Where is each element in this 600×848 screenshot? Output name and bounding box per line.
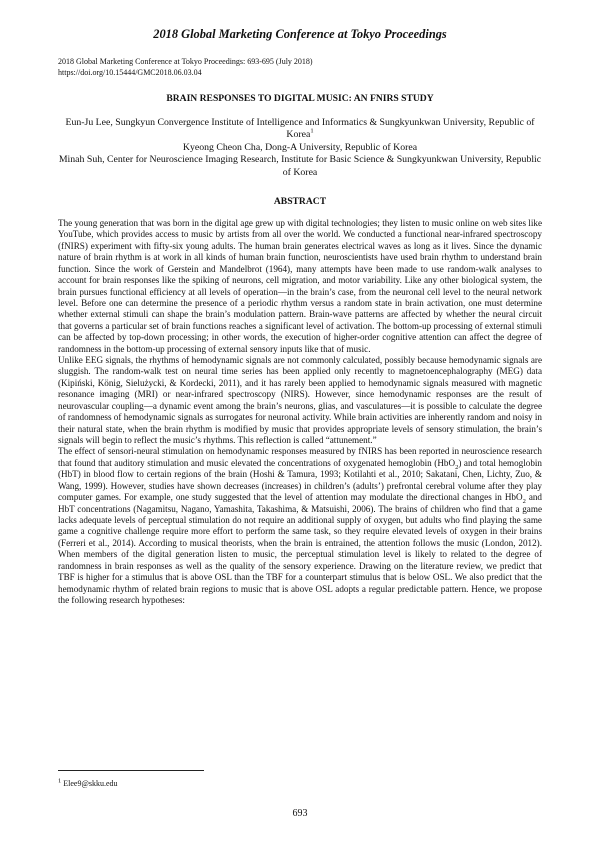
paper-title: BRAIN RESPONSES TO DIGITAL MUSIC: AN FNIRS STUDY: [166, 93, 434, 104]
footnote-email[interactable]: Elee9@skku.edu: [63, 779, 118, 788]
abstract-heading: ABSTRACT: [273, 196, 327, 207]
author-affiliation: [58, 154, 542, 179]
subscript: 2: [522, 497, 526, 505]
author-text: Eun-Ju Lee, Sungkyun Convergence Institute of Intelligence and Informatics & Sungkyunkwan University, Republic of Korea: [65, 117, 535, 141]
subscript: 2: [455, 463, 459, 471]
footnote-mark[interactable]: 1: [310, 128, 314, 136]
abstract-paragraph: Unlike EEG signals, the rhythms of hemodynamic signals are not commonly calculated, possibly because hemodynamic signals are sluggish. The random-walk test on neural time series has been applied only recently to magnetoencephalography (MEG) data (Kipiński, König, Sielużycki, & Kordecki, 2011), and it has rarely been applied to hemodynamic signals measured with magnetic resonance imaging (MRI) or near-infrared spectroscopy (NIRS). However, since hemodynamic responses are the result of neurovascular coupling—a dynamic event among the brain’s neurons, glias, and vasculatures—it is possible to calculate the degree of randomness of hemodynamic signals as surrogates for neuronal activity. While brain activities are inherently random and noisy in their natural state, when the brain rhythm is modified by music that provides appropriate levels of sensory stimulation, the brain’s signals will begin to reflect the music’s rhythms. This reflection is called “attunement.”: [58, 355, 542, 446]
footnote-mark: 1: [58, 777, 62, 785]
paragraph-text: ) and total hemoglobin (HbT) in blood flow to certain regions of the brain (Hoshi & Tamura, 1993; Kotilahti et al., 2010; Sakatani, Chen, Lichty, Zuo, & Wang, 1999). However, studies have shown decreases (increases) in children’s (adults’) prefrontal cerebral volume after they play computer games. For example, one study suggested that the level of attention may modulate the directional changes in HbO: [58, 457, 542, 503]
doi-link[interactable]: https://doi.org/10.15444/GMC2018.06.03.04: [58, 68, 202, 77]
author-text: Minah Suh, Center for Neuroscience Imaging Research, Institute for Basic Science & Sungkyunkwan University, Republic of Korea: [58, 154, 542, 178]
footnote: [58, 779, 118, 788]
citation-line: 2018 Global Marketing Conference at Tokyo Proceedings: 693-695 (July 2018): [58, 57, 313, 66]
paragraph-text: and HbT concentrations (Nagamitsu, Nagano, Yamashita, Takashima, & Matsuishi, 2006). The brains of children who find that a game lacks adequate levels of perceptual stimulation do not require an additional supply of oxygen, but adults who find playing the same game a cognitive challenge require more effort to perform the same task, so they require elevated levels of oxygen in their brains (Ferreri et al., 2014). According to musical theorists, when the brain is entrained, the attention follows the music (London, 2012). When members of the digital generation listen to music, the perceptual stimulation level is likely to related to the degree of randomness in brain responses as well as the quality of the sensory experience. Drawing on the literature review, we predict that TBF is higher for a stimulus that is above OSL than the TBF for a counterpart stimulus that is below OSL. We also predict that the hemodynamic rhythm of related brain regions to music that is above OSL adopts a regular predictable pattern. Hence, we propose the following research hypotheses:: [58, 492, 542, 605]
abstract-paragraph: [58, 446, 542, 606]
citation-block: [58, 56, 542, 78]
footnote-divider: [58, 770, 204, 771]
abstract-body: [58, 218, 542, 606]
author-affiliation: [58, 117, 542, 142]
page-number: 693: [292, 808, 308, 819]
author-list: [58, 117, 542, 179]
abstract-paragraph: The young generation that was born in the digital age grew up with digital technologies; they listen to music online on web sites like YouTube, which provides access to music by artists from all over the world. We conducted a functional near-infrared spectroscopy (fNIRS) experiment with fifty-six young adults. The human brain generates electrical waves as long as it lives. Since the dynamic nature of brain rhythm is at work in all kinds of human brain function, neuroscientists have used brain rhythm to understand brain function. Since the work of Gerstein and Mandelbrot (1964), many attempts have been made to use random-walk analyses to account for brain responses like the spiking of neurons, cell migration, and motor variability. Like any other biological system, the brain pursues functional efficiency at all levels of operation—in the brain’s case, from the neuronal cell level to the neural network level. Before one can determine the presence of a periodic rhythm versus a random state in brain activation, one must determine whether external stimuli can shape the brain’s modulation pattern. Brain-wave patterns are affected by whether the neural circuit that governs a particular set of brain functions reaches a significant level of activation. The bottom-up processing of external stimuli can be affected by top-down processing; in other words, the execution of higher-order cognitive attention can affect the degree of randomness in the bottom-up processing of external sensory inputs like that of music.: [58, 218, 542, 354]
author-affiliation: [58, 142, 542, 154]
running-header: 2018 Global Marketing Conference at Tokyo Proceedings: [153, 27, 447, 41]
paragraph-text: The effect of sensori-neural stimulation on hemodynamic responses measured by fNIRS has been reported in neuroscience research that found that auditory stimulation and music elevated the concentrations of oxygenated hemoglobin (HbO: [58, 446, 542, 468]
author-text: Kyeong Cheon Cha, Dong-A University, Republic of Korea: [182, 141, 418, 153]
